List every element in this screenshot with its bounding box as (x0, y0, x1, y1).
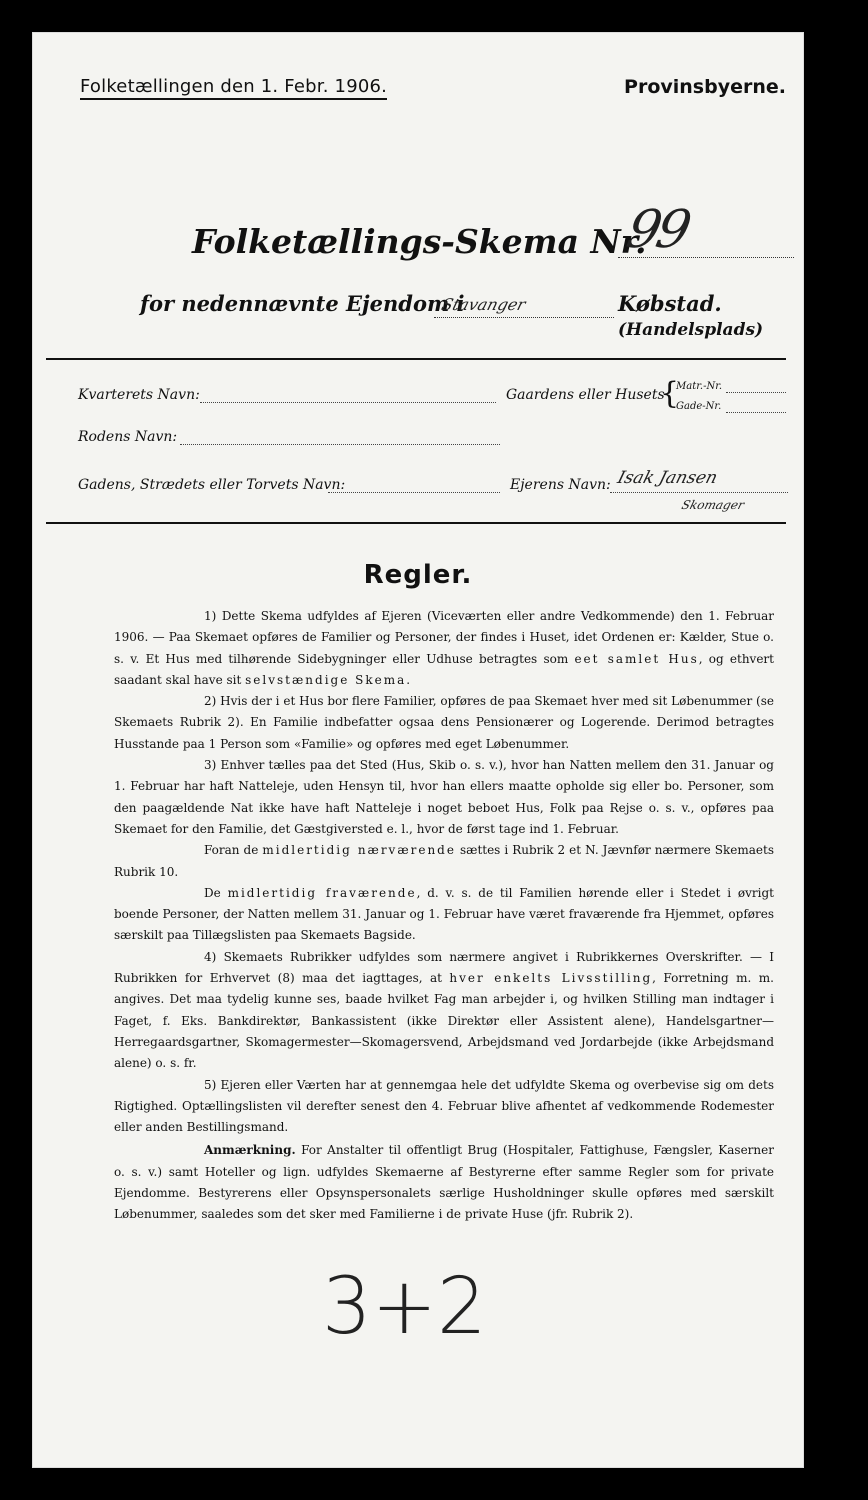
rule-3b: Foran de midlertidig nærværende sættes i Rubrik 2 et N. Jævnfør nærmere Skemaets Rubrik 10. (114, 843, 774, 879)
rule-5: 5) Ejeren eller Værten har at gennemgaa hele det udfyldte Skema og overbevise sig om dets Rigtighed. Optællingslisten vil derefter senest den 4. Februar blive afhentet af vedkommende Rodemester eller anden Bestillingsmand. (114, 1077, 774, 1135)
rules-heading: Regler. (363, 560, 473, 590)
eier-label: Ejerens Navn: (510, 477, 611, 493)
owner-occupation-handwritten: Skomager (680, 498, 746, 512)
handelsplads-label: (Handelsplads) (618, 320, 764, 340)
rule-4: 4) Skemaets Rubrikker udfyldes som nærmere angivet i Rubrikkernes Overskrifter. — I Rubrikken for Erhvervet (8) maa det iagttages, at hver enkelts Livsstilling, Forretning m. m. angives. Det maa tydelig kunne ses, baade hvilket Fag man arbejder i, og hvilken Stilling man indtager i Faget, f. Eks. Bankdirektør, Bankassistent (ikke Direktør eller Assistent alene), Handelsgartner—Herregaardsgartner, Skomagermester—Skomagersvend, Arbejdsmand ved Jordarbejde (ikke Arbejdsmand alene) o. s. fr. (114, 949, 774, 1071)
gade-label: Gadens, Strædets eller Torvets Navn: (78, 477, 346, 493)
rule-3: 3) Enhver tælles paa det Sted (Hus, Skib o. s. v.), hvor han Natten mellem den 31. Januar og 1. Februar har haft Natteleje, uden Hensyn til, hvor han ellers maatte opholde sig eller bo. Personer, som den paagældende Nat ikke have haft Natteleje i noget beboet Hus, Folk paa Rejse o. s. v., opføres paa Skemaet for den Familie, det Gæstgiversted e. l., hvor de først tage ind 1. Februar. (114, 758, 774, 836)
form-title: Folketællings-Skema Nr. (192, 222, 647, 261)
top-divider (46, 358, 786, 360)
region-header: Provinsbyerne. (624, 76, 786, 98)
kvarter-label: Kvarterets Navn: (78, 387, 200, 403)
eier-line (610, 492, 788, 493)
bottom-divider (46, 522, 786, 524)
rule-2: 2) Hvis der i et Hus bor flere Familier, opføres de paa Skemaet hver med sit Løbenummer (se Skemaets Rubrik 2). En Familie indbefatter ogsaa dens Pensionærer og Logerende. Derimod betragtes Husstande paa 1 Person som «Familie» og opføres med eget Løbenummer. (114, 694, 774, 751)
gade-nr-label: Gade-Nr. (676, 401, 722, 412)
town-line (434, 317, 614, 318)
rules-body (114, 606, 774, 1226)
census-date-header: Folketællingen den 1. Febr. 1906. (80, 76, 387, 100)
gade-nr-line (726, 412, 786, 413)
town-handwritten: Stavanger (439, 295, 528, 314)
rode-line (180, 444, 500, 445)
matr-label: Matr.-Nr. (676, 381, 723, 392)
rule-3c: De midlertidig fraværende, d. v. s. de til Familien hørende eller i Stedet i øvrigt boende Personer, der Natten mellem 31. Januar og 1. Februar have været fraværende fra Hjemmet, opføres særskilt paa Tillægslisten paa Skemaets Bagside. (114, 885, 774, 943)
note: Anmærkning. For Anstalter til offentligt Brug (Hospitaler, Fattighuse, Fængsler, Kaserner o. s. v.) samt Hoteller og lign. udfyldes Skemaerne af Bestyrerne efter samme Regler som for private Ejendomme. Bestyrerens eller Opsynspersonalets særlige Husholdninger skulle opføres med særskilt Løbenummer, saaledes som det sker med Familierne i de private Huse (jfr. Rubrik 2). (114, 1143, 774, 1222)
owner-name-handwritten: Isak Jansen (615, 468, 720, 488)
kvarter-line (200, 402, 496, 403)
property-subtitle: for nedennævnte Ejendom i (140, 291, 465, 316)
rode-label: Rodens Navn: (78, 429, 178, 445)
kobstad-label: Købstad. (618, 291, 722, 316)
form-number-handwritten: 99 (621, 200, 693, 260)
gaard-label: Gaardens eller Husets (506, 387, 665, 403)
handwritten-count: 3+2 (322, 1262, 487, 1352)
rule-1: 1) Dette Skema udfyldes af Ejeren (Viceværten eller andre Vedkommende) den 1. Februar 1906. — Paa Skemaet opføres de Familier og Personer, der findes i Huset, idet Ordenen er: Kælder, Stue o. s. v. Et Hus med tilhørende Sidebygninger eller Udhuse betragtes som eet samlet Hus, og ethvert saadant skal have sit selvstændige Skema. (114, 609, 774, 687)
gade-line (328, 492, 500, 493)
matr-line (726, 392, 786, 393)
census-form-page (32, 32, 804, 1468)
brace-icon: { (660, 376, 680, 411)
